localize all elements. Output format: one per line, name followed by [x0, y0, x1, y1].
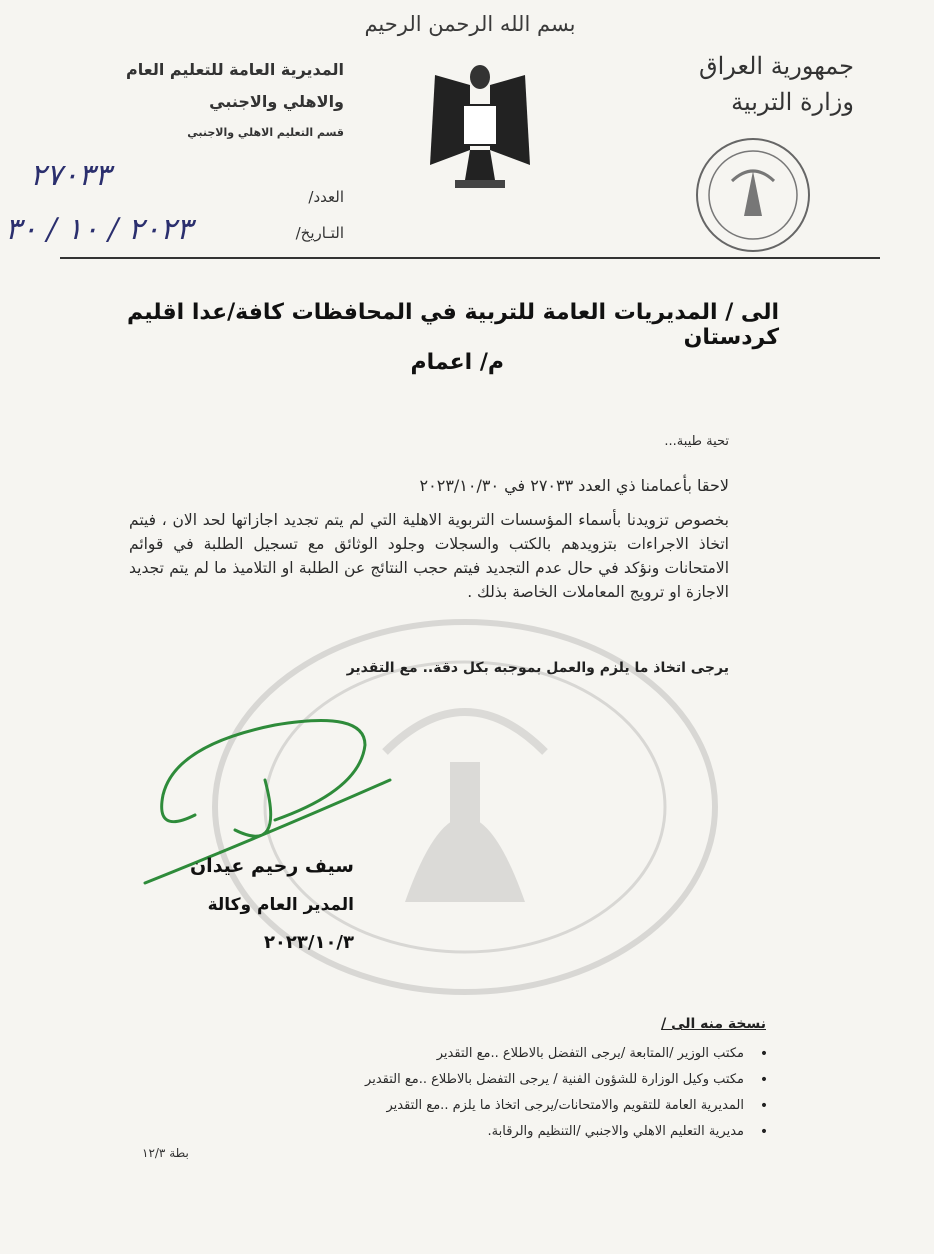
handwritten-date: ٢٠٢٣ / ١٠ / ٣٠	[5, 212, 193, 247]
copy-item: المديرية العامة للتقويم والامتحانات/يرجى اتخاذ ما يلزم ..مع التقدير	[386, 1098, 744, 1113]
country-name: جمهورية العراق	[698, 52, 854, 80]
date-label: التـاريخ/	[295, 224, 344, 242]
copy-item: مديرية التعليم الاهلي والاجنبي /التنظيم والرقابة.	[487, 1124, 744, 1139]
directorate-line1: المديرية العامة للتعليم العام	[126, 60, 344, 79]
header-divider	[60, 257, 880, 259]
signature-date: ٢٠٢٣/١٠/٣	[263, 932, 354, 953]
footer-reference: بطة ١٢/٣	[142, 1146, 189, 1160]
ministry-seal	[694, 136, 812, 254]
ministry-name: وزارة التربية	[731, 88, 854, 116]
bullet-icon: •	[759, 1072, 769, 1088]
directorate-line2: والاهلي والاجنبي	[209, 92, 344, 111]
copies-heading: نسخة منه الى /	[661, 1016, 766, 1032]
subject: م/ اعمام	[410, 350, 504, 375]
bullet-icon: •	[759, 1046, 769, 1062]
signatory-title: المدير العام وكالة	[207, 895, 354, 915]
addressee: الى / المديريات العامة للتربية في المحافظات كافة/عدا اقليم كردستان	[127, 300, 779, 350]
iraq-eagle-emblem	[425, 55, 535, 195]
department-name: قسم التعليم الاهلي والاجنبي	[187, 126, 344, 139]
signatory-name: سيف رحيم عيدان	[189, 855, 354, 877]
bullet-icon: •	[759, 1124, 769, 1140]
bullet-icon: •	[759, 1098, 769, 1114]
number-label: العدد/	[308, 188, 344, 206]
reference-line: لاحقا بأعمامنا ذي العدد ٢٧٠٣٣ في ٢٠٢٣/١٠/٣٠	[419, 476, 729, 495]
copy-item: مكتب وكيل الوزارة للشؤون الفنية / يرجى التفضل بالاطلاع ..مع التقدير	[365, 1072, 744, 1087]
copy-item: مكتب الوزير /المتابعة /يرجى التفضل بالاطلاع ..مع التقدير	[436, 1046, 744, 1061]
greeting: تحية طيبة...	[664, 434, 729, 449]
basmala: بسم الله الرحمن الرحيم	[364, 12, 576, 36]
handwritten-number: ٢٧٠٣٣	[30, 158, 111, 193]
main-paragraph: بخصوص تزويدنا بأسماء المؤسسات التربوية الاهلية التي لم يتم تجديد اجازاتها لحد الان ، فيتم اتخاذ الاجراءات بتزويدهم بالكتب والسجلات وجلود الوثائق مع تسجيل الطلبة في قوائم الامتحانات ونؤكد في حال عدم التجديد فيتم حجب النتائج عن الطلبة او التلاميذ ما لم يتم تجديد الاجازة او ترويج المعاملات الخاصة بذلك .	[129, 511, 729, 601]
closing-line: يرجى اتخاذ ما يلزم والعمل بموجبه بكل دقة.. مع التقدير	[346, 660, 729, 676]
